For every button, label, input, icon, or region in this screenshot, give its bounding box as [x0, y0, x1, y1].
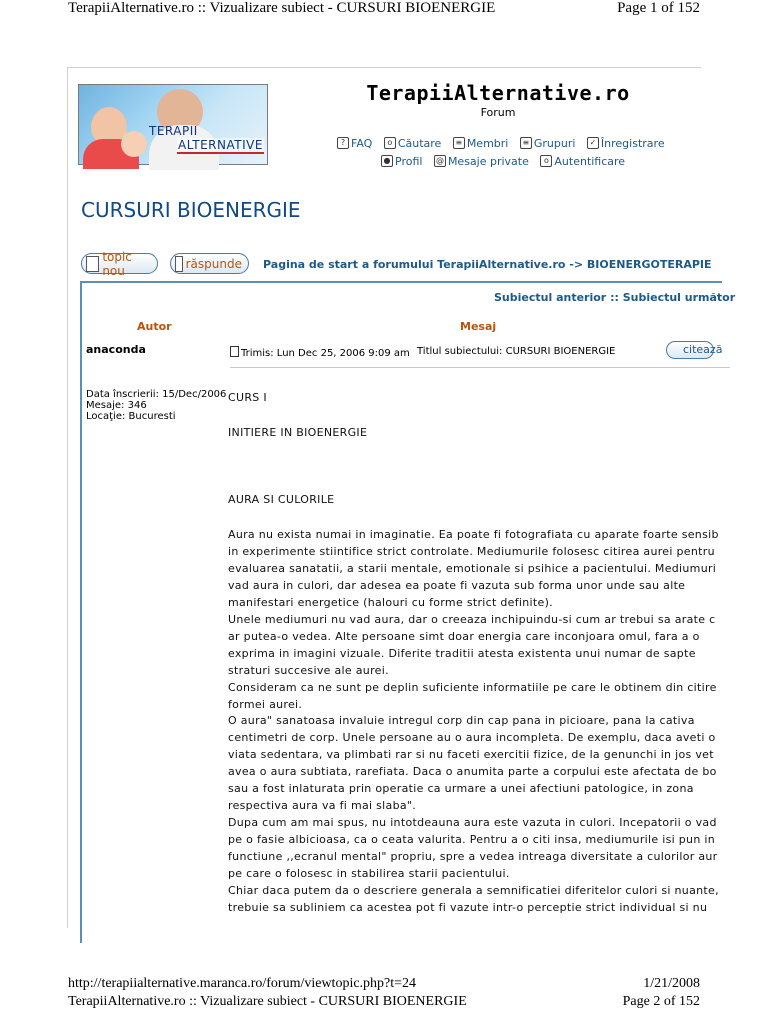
- new-topic-button[interactable]: [81, 249, 158, 278]
- nav-row-user: [381, 153, 633, 168]
- breadcrumb: [263, 258, 712, 271]
- print-header-title: TerapiiAlternative.ro :: Vizualizare subiect - CURSURI BIOENERGIE: [68, 0, 496, 16]
- post-text-line: respectiva aura va fi mai slaba".: [228, 799, 417, 813]
- breadcrumb-separator: ->: [569, 258, 584, 271]
- logo-text-terapii: TERAPII: [149, 124, 198, 138]
- topic-table: [80, 281, 736, 943]
- post-text-line: pe o fasie albicioasa, ca o ceata valurita. Pentru a o citi insa, mediumurile isi pun in: [228, 833, 716, 847]
- profile-icon: ●: [381, 155, 393, 167]
- messages-icon: @: [435, 156, 444, 165]
- post-text-line: O aura" sanatoasa invaluie intregul corp din cap pana in picioare, pana la cativa: [228, 714, 695, 728]
- logo-text-alternative: ALTERNATIVE: [178, 138, 263, 152]
- post-text-line: in experimente stiintifice strict controlate. Mediumurile folosesc citirea aurei pentru: [228, 544, 715, 558]
- author-location: Locaţie: Bucuresti: [86, 411, 176, 422]
- column-header-author: Autor: [137, 320, 172, 333]
- groups-icon: ≡: [520, 137, 532, 149]
- site-subtitle: Forum: [480, 106, 516, 119]
- site-logo[interactable]: [78, 84, 268, 165]
- post-text-line: ar putea-o vedea. Alte persoane simt doar energia care inconjoara omul, fara a o: [228, 629, 700, 643]
- print-footer-title: TerapiiAlternative.ro :: Vizualizare subiect - CURSURI BIOENERGIE: [68, 994, 467, 1009]
- members-icon: ≡: [453, 137, 465, 149]
- post-text-line: Dupa cum am mai spus, nu intotdeauna aura este vazuta in culori. Incepatorii o vad: [228, 816, 717, 830]
- register-icon: ✓: [587, 137, 599, 149]
- column-header-message: Mesaj: [460, 320, 497, 333]
- logo-photo-child: [121, 131, 147, 157]
- post-text-line: Unele mediumuri nu vad aura, dar o creeaza inchipuindu-si cum ar trebui sa arate c: [228, 612, 716, 626]
- post-text-line: avea o aura subtiata, rarefiata. Daca o anumita parte a corpului este afectata de bo: [228, 765, 717, 779]
- login-icon: o: [540, 155, 552, 167]
- post-text-line: formei aurei.: [228, 697, 303, 711]
- reply-label: răspunde: [185, 256, 242, 271]
- nav-groups[interactable]: [520, 137, 576, 150]
- page-frame: [67, 67, 736, 928]
- nav-profile-label: Profil: [395, 154, 423, 168]
- nav-search-label: Căutare: [397, 136, 442, 150]
- post-text-line: evaluarea sanatatii, a starii mentale, emotionale si psihice a pacientului. Mediumuri: [228, 561, 717, 575]
- post-text-line: Aura nu exista numai in imaginatie. Ea poate fi fotografiata cu aparate foarte sensib: [228, 528, 719, 541]
- nav-members-label: Membri: [466, 136, 509, 150]
- nav-profile[interactable]: [381, 155, 422, 168]
- print-footer-page: Page 2 of 152: [622, 994, 700, 1009]
- site-title: TerapiiAlternative.ro: [366, 81, 630, 105]
- nav-private-messages-label: Mesaje private: [447, 154, 529, 168]
- post-text-line: Consideram ca ne sunt pe deplin suficiente informatiile pe care le obtinem din citire: [228, 680, 717, 694]
- post-text-line: sau a fost inlaturata prin operatie ca urmare a unei afectiuni patologice, in zona: [228, 782, 694, 796]
- post-text-line: vad aura in culori, dar adesea ea poate fi vazuta sub forma unor unde sau alte: [228, 578, 686, 592]
- breadcrumb-home[interactable]: Pagina de start a forumului TerapiiAlternative.ro: [263, 258, 566, 271]
- post-author: anaconda: [86, 343, 146, 356]
- new-topic-label: topic nou: [102, 249, 132, 278]
- post-text-line: centimetri de corp. Unele persoane au o aura incompleta. De exemplu, daca aveti o: [228, 731, 716, 745]
- nav-members[interactable]: [453, 137, 509, 150]
- topic-nav-separator: ::: [610, 291, 619, 304]
- notepad-icon: [175, 256, 183, 272]
- print-header: [68, 0, 700, 20]
- help-icon: ?: [337, 137, 349, 149]
- nav-row-main: [337, 135, 673, 150]
- nav-register[interactable]: [587, 137, 665, 150]
- post-initiation: INITIERE IN BIOENERGIE: [228, 426, 368, 439]
- author-profile: [86, 389, 226, 422]
- post-text-line: viata sedentara, va plimbati rar si nu faceti exercitii fizice, de la genunchi in jos vet: [228, 748, 714, 762]
- post-text-line: trebuie sa subliniem ca acestea pot fi vazute intr-o perceptie strict individual si nu: [228, 900, 708, 914]
- next-topic-link[interactable]: Subiectul următor: [622, 291, 736, 304]
- nav-faq[interactable]: [337, 137, 372, 150]
- nav-search[interactable]: [384, 137, 442, 150]
- post-text-line: functiune ,,ecranul mental" propriu, spre a vedea intreaga diversitate a culorilor aur: [228, 850, 718, 864]
- previous-topic-link[interactable]: Subiectul anterior: [494, 291, 607, 304]
- nav-login[interactable]: [540, 155, 625, 168]
- post-text-line: exprima in imagini vizuale. Diferite traditii atesta existenta unui numar de sapte: [228, 646, 696, 660]
- nav-register-label: Înregistrare: [600, 136, 665, 150]
- post-icon[interactable]: [230, 346, 239, 357]
- reply-button[interactable]: [170, 253, 249, 274]
- post-subject: Titlul subiectului: CURSURI BIOENERGIE: [417, 346, 616, 357]
- quote-button[interactable]: citează: [666, 341, 714, 359]
- topic-navigation: [494, 291, 735, 304]
- post-text-line: manifestari energetice (halouri cu forme strict definite).: [228, 595, 553, 609]
- notepad-icon: [86, 256, 99, 272]
- nav-groups-label: Grupuri: [533, 136, 576, 150]
- print-footer-url: http://terapiialternative.maranca.ro/forum/viewtopic.php?t=24: [68, 976, 417, 991]
- post-text-line: pe care o folosesc in stabilirea starii pacientului.: [228, 867, 510, 881]
- post-text-line: straturi succesive ale aurei.: [228, 663, 389, 677]
- nav-private-messages[interactable]: [434, 155, 529, 168]
- nav-login-label: Autentificare: [554, 154, 626, 168]
- search-icon: o: [384, 137, 396, 149]
- topic-title[interactable]: CURSURI BIOENERGIE: [81, 198, 301, 222]
- post-date: Trimis: Lun Dec 25, 2006 9:09 am: [241, 348, 410, 359]
- author-posts: Mesaje: 346: [86, 400, 147, 411]
- breadcrumb-section[interactable]: BIOENERGOTERAPIE: [586, 258, 712, 271]
- post-text-line: Chiar daca putem da o descriere generala a semnificatiei diferitelor culori si nuante,: [228, 884, 719, 898]
- print-header-page: Page 1 of 152: [617, 0, 700, 16]
- nav-faq-label: FAQ: [351, 136, 373, 150]
- post-divider: [230, 367, 730, 368]
- post-meta: [230, 346, 410, 359]
- author-joined: Data înscrierii: 15/Dec/2006: [86, 389, 227, 400]
- post-section-title: AURA SI CULORILE: [228, 493, 335, 506]
- post-course: CURS I: [228, 391, 267, 404]
- post-text: [228, 527, 728, 917]
- print-footer-date: 1/21/2008: [643, 976, 700, 991]
